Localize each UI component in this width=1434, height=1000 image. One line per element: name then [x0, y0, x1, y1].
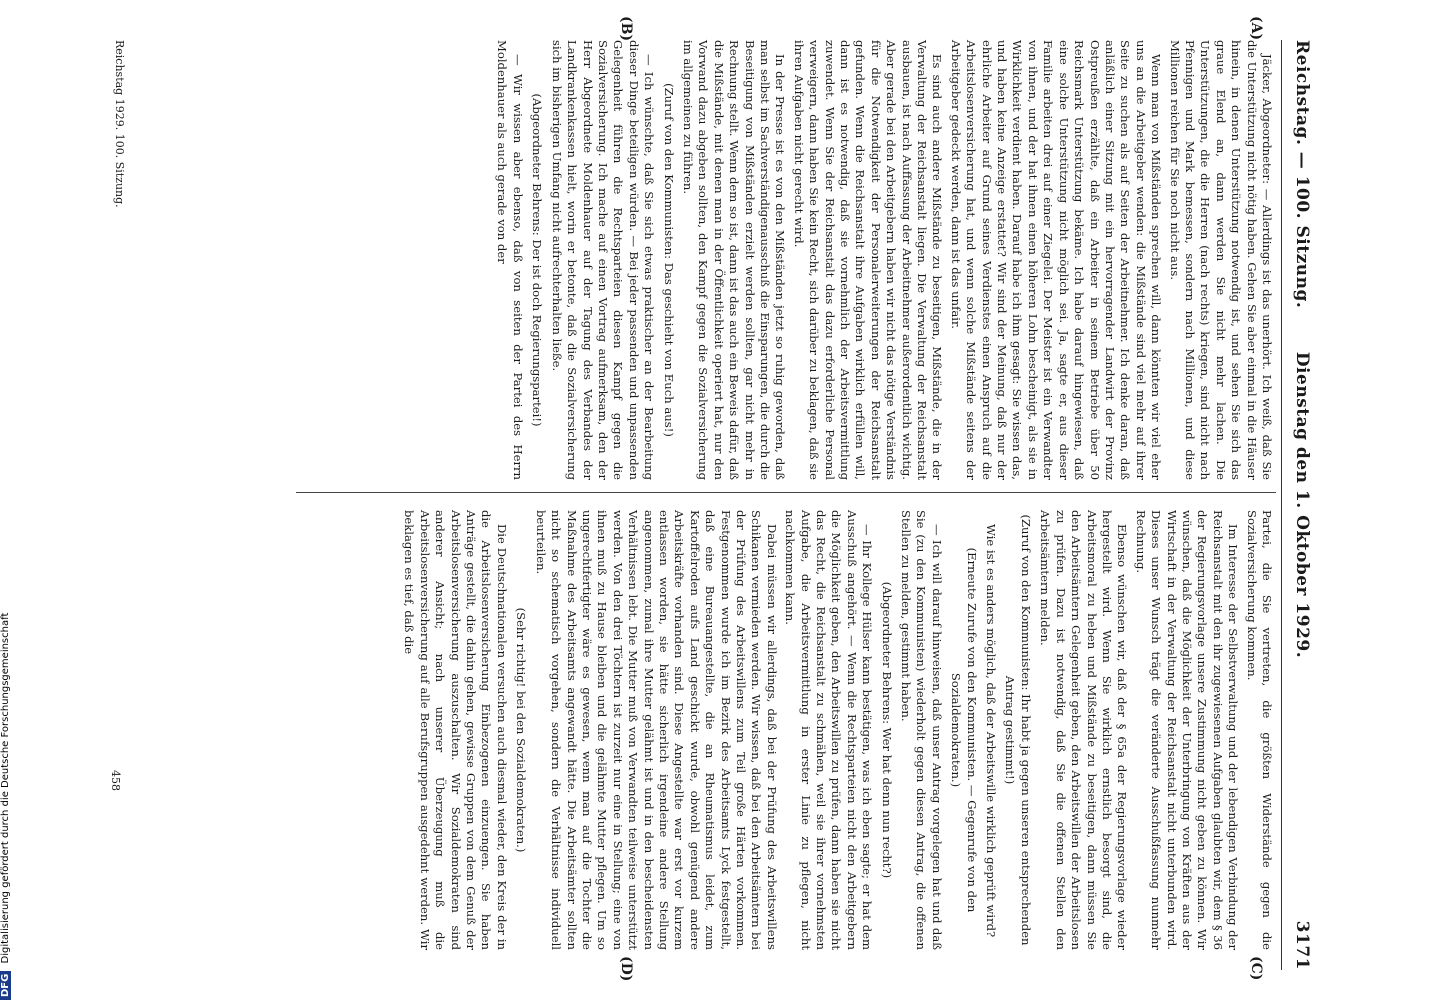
- paragraph: Ebenso wünschen wir, daß der § 65a der Regierungsvorlage wieder hergestellt wird. Wenn Sie wirklich ernstlich besorgt sind, die Arbeitsmoral zu heben und Mißstände zu beseitigen, dann müssen Sie den Arbeitsämtern Gelegenheit geben, den Arbeitswillen der Arbeitslosen zu prüfen. Dazu ist notwendig, daß Sie die offenen Stellen den Arbeitsämtern melden.: [1038, 510, 1130, 950]
- right-column: [398, 510, 1274, 950]
- interjection: (Zuruf von den Kommunisten: Das geschieht von Euch aus!): [661, 83, 676, 437]
- paragraph: Wenn man von Mißständen sprechen will, dann könnten wir viel eher uns an die Arbeitgeber wenden: die Mißstände sind viel mehr auf ihrer Seite zu suchen als auf Seiten der Arbeitnehmer. Ich denke daran, daß anläßlich einer Sitzung mit ein hervorragender Landwirt der Provinz Ostpreußen erzählte, daß ein Arbeiter in seinem Betriebe über 50 Reichsmark Unterstützung bekäme. Ich habe darauf hingewiesen, daß eine solche Unterstützung nicht möglich sei. Ja, sagte er, aus dieser Familie arbeiten drei auf einer Ziegelei. Der Meister ist ein Verwandter von ihnen, und der hat ihnen einen höheren Lohn bescheinigt, als sie in Wirklichkeit verdient haben. Darauf habe ich ihm gesagt: Sie wissen das, und haben keine Anzeige erstattet? Wir sind der Meinung, daß nur der ehrliche Arbeiter auf Grund seines Verdienstes einen Anspruch auf die Arbeitslosenversicherung hat, und wenn solche Mißstände seitens der Arbeitgeber gedeckt werden, dann ist das unfair.: [948, 40, 1164, 480]
- digitization-credit: [0, 0, 11, 1000]
- paragraph: Dabei müssen wir allerdings, daß bei der Prüfung des Arbeitswillens Schikanen vermieden werden. Wir wissen, daß bei den Arbeitsämtern bei der Prüfung des Arbeitswillens zum Teil große Härten vorkommen. Festgenommen wurde ich im Bezirk des Arbeitsamts Lyck festgestellt, daß eine Bureauangestellte, die an Rheumatismus leidet, zum Kartoffelroden aufs Land geschickt wurde, obwohl genügend andere Arbeitskräfte vorhanden sind. Diese Angestellte war erst vor kurzem entlassen worden, sie hätte sicherlich irgendeine andere Stellung angenommen, zumal ihre Mutter gelähmt ist und in den bescheidensten Verhältnissen lebt. Die Mutter muß von Verwandten teilweise unterstützt werden. Von den drei Töchtern ist zurzeit nur eine in Stellung; eine von ihnen muß zu Hause bleiben und die gelähmte Mutter pflegen. Um so ungerechtfertigter wäre es gewesen, wenn man auf die Tochter die Maßnahme des Arbeitsamts angewandt hätte. Die Arbeitsämter sollten nicht so schematisch vorgehen, sondern die Verhältnisse individuell beurteilen.: [533, 510, 779, 950]
- column-divider: [296, 492, 1276, 493]
- margin-mark-b: (B): [618, 16, 634, 42]
- scanned-page: [94, 10, 1334, 980]
- running-head: [1282, 40, 1312, 970]
- paragraph: Im Interesse der Selbstverwaltung und der lebendigen Verbindung der Reichsanstalt mit den ihr zugewiesenen Aufgaben glaubten wir, dem § 36 der Regierungsvorlage unsere Zustimmung nicht geben zu können. Wir wünschen, daß die Möglichkeit der Unterbringung von Kräften aus der Wirtschaft in der Verwaltung der Reichsanstalt nicht unterbunden wird. Dieses unser Wunsch trägt die veränderte Ausschußfassung nunmehr Rechnung.: [1133, 510, 1241, 950]
- margin-mark-d: (D): [618, 956, 634, 982]
- running-head-left: Reichstag. — 100. Sitzung.: [1292, 40, 1312, 309]
- page-number: 3171: [1292, 920, 1312, 970]
- paragraph: — Ihr Kollege Hülser kann bestätigen, was ich eben sagte; er hat dem Ausschuß angehört. — Wenn die Rechtsparteien nicht den Arbeitgebern die Möglichkeit geben, den Arbeitswillen zu prüfen, dann haben sie nicht das Recht, die Reichsanstalt zu schmähen, weil sie ihrer vornehmsten Aufgabe, die Arbeitsvermittlung in erster Linie zu pflegen, nicht nachkommen kann.: [783, 510, 875, 950]
- paragraph: In der Presse ist es von den Mißständen jetzt so ruhig geworden, daß man selbst im Sachverständigenausschuß die Einsparungen, die durch die Beseitigung von Mißständen erzielt werden sollten, gar nicht mehr in Rechnung stellt. Wenn dem so ist, dann ist das auch ein Beweis dafür, daß die Mißstände, mit denen man in der Öffentlichkeit operiert hat, nur den Vorwand dazu abgeben sollten, den Kampf gegen die Sozialversicherung im allgemeinen zu führen.: [680, 40, 788, 480]
- interjection: (Abgeordneter Behrens: Wer hat denn nun recht?): [879, 581, 894, 879]
- paragraph: Partei, die Sie vertreten, die größten Widerstände gegen die Sozialversicherung kommen.: [1244, 510, 1274, 950]
- dfg-logo: DFG: [0, 971, 11, 1000]
- header-rule: [1281, 40, 1282, 970]
- margin-mark-c: (C): [1248, 956, 1264, 981]
- paragraph: — Ich wünschte, daß Sie sich etwas praktischer an der Bearbeitung dieser Dinge beteiligen würden. — Bei jeder passenden und unpassenden Gelegenheit führen die Rechtsparteien diesen Kampf gegen die Sozialversicherung. Ich mache auf einen Vortrag aufmerksam, den der Herr Abgeordnete Moldenhauer auf der Tagung des Verbandes der Landkrankenkassen hielt, worin er betonte, daß die Sozialversicherung sich im bisherigen Umfang nicht aufrechterhalten ließe.: [549, 40, 657, 480]
- interjection: (Erneute Zurufe von den Kommunisten. — Gegenrufe von den Sozialdemokraten.): [949, 547, 979, 913]
- footer-session: Reichstag 1929. 100. Sitzung.: [113, 40, 126, 208]
- interjection: (Zuruf von den Kommunisten: Ihr habt ja gegen unseren entsprechenden Antrag gestimmt!): [1003, 514, 1033, 946]
- left-column: [491, 40, 1274, 480]
- paragraph: Wie ist es anders möglich, daß der Arbeitswille wirklich geprüft wird?: [984, 524, 999, 938]
- paragraph: Es sind auch andere Mißstände zu beseitigen, Mißstände, die in der Verwaltung der Reichsanstalt liegen. Die Verwaltung der Reichsanstalt ausbauen, ist nach Auffassung der Arbeitnehmer außerordentlich wichtig. Aber gerade bei den Arbeitgebern haben wir nicht das nötige Verständnis für die Notwendigkeit der Personalerweiterungen der Reichsanstalt gefunden. Wenn die Reichsanstalt ihre Aufgaben wirklich erfüllen will, dann ist es notwendig, daß sie vornehmlich der Arbeitsvermittlung zuwendet. Wenn Sie der Reichsanstalt das dazu erforderliche Personal verweigern, dann haben Sie kein Recht, sich darüber zu beklagen, daß sie ihren Aufgaben nicht gerecht wird.: [791, 40, 945, 480]
- interjection: (Sehr richtig! bei den Sozialdemokraten.): [514, 607, 529, 853]
- paragraph: — Wir wissen aber ebenso, daß von seiten der Partei des Herrn Moldenhauer als auch gerade von der: [495, 40, 525, 480]
- paragraph: Die Deutschnationalen versuchen auch diesmal wieder, den Kreis der in die Arbeitslosenversicherung Einbezogenen einzuengen. Sie haben Anträge gestellt, die dahin gehen, gewisse Gruppen von dem Genuß der Arbeitslosenversicherung auszuschalten. Wir Sozialdemokraten sind anderer Ansicht; nach unserer Überzeugung muß die Arbeitslosenversicherung auf alle Berufsgruppen ausgedehnt werden. Wir beklagen es tief, daß die: [402, 510, 509, 950]
- running-head-date: Dienstag den 1. Oktober 1929.: [1292, 351, 1312, 659]
- margin-mark-a: (A): [1248, 16, 1264, 41]
- paragraph: — Ich will darauf hinweisen, daß unser Antrag vorgelegen hat und daß Sie (zu den Kommunisten) wiederholt gegen diesen Antrag, die offenen Stellen zu melden, gestimmt haben.: [899, 510, 944, 950]
- paragraph: Jäcker, Abgeordneter: — Allerdings ist das unerhört. Ich weiß, daß Sie die Unterstützung nicht nötig haben. Gehen Sie aber einmal in die Häuser hinein, in denen Unterstützung notwendig ist, und sehen Sie sich das graue Elend an, dann werden Sie nicht mehr lachen. Die Unterstützungen, die die Herren (nach rechts) kriegen, sind nicht nach Pfennigen und Mark bemessen, sondern nach Millionen, und diese Millionen reichen für Sie noch nicht aus.: [1167, 40, 1274, 480]
- interjection: (Abgeordneter Behrens: Der ist doch Regierungspartei!): [530, 93, 545, 427]
- footer-page-number: 458: [109, 770, 122, 791]
- credit-text: Digitalisierung gefördert durch die Deutsche Forschungsgemeinschaft: [0, 612, 11, 964]
